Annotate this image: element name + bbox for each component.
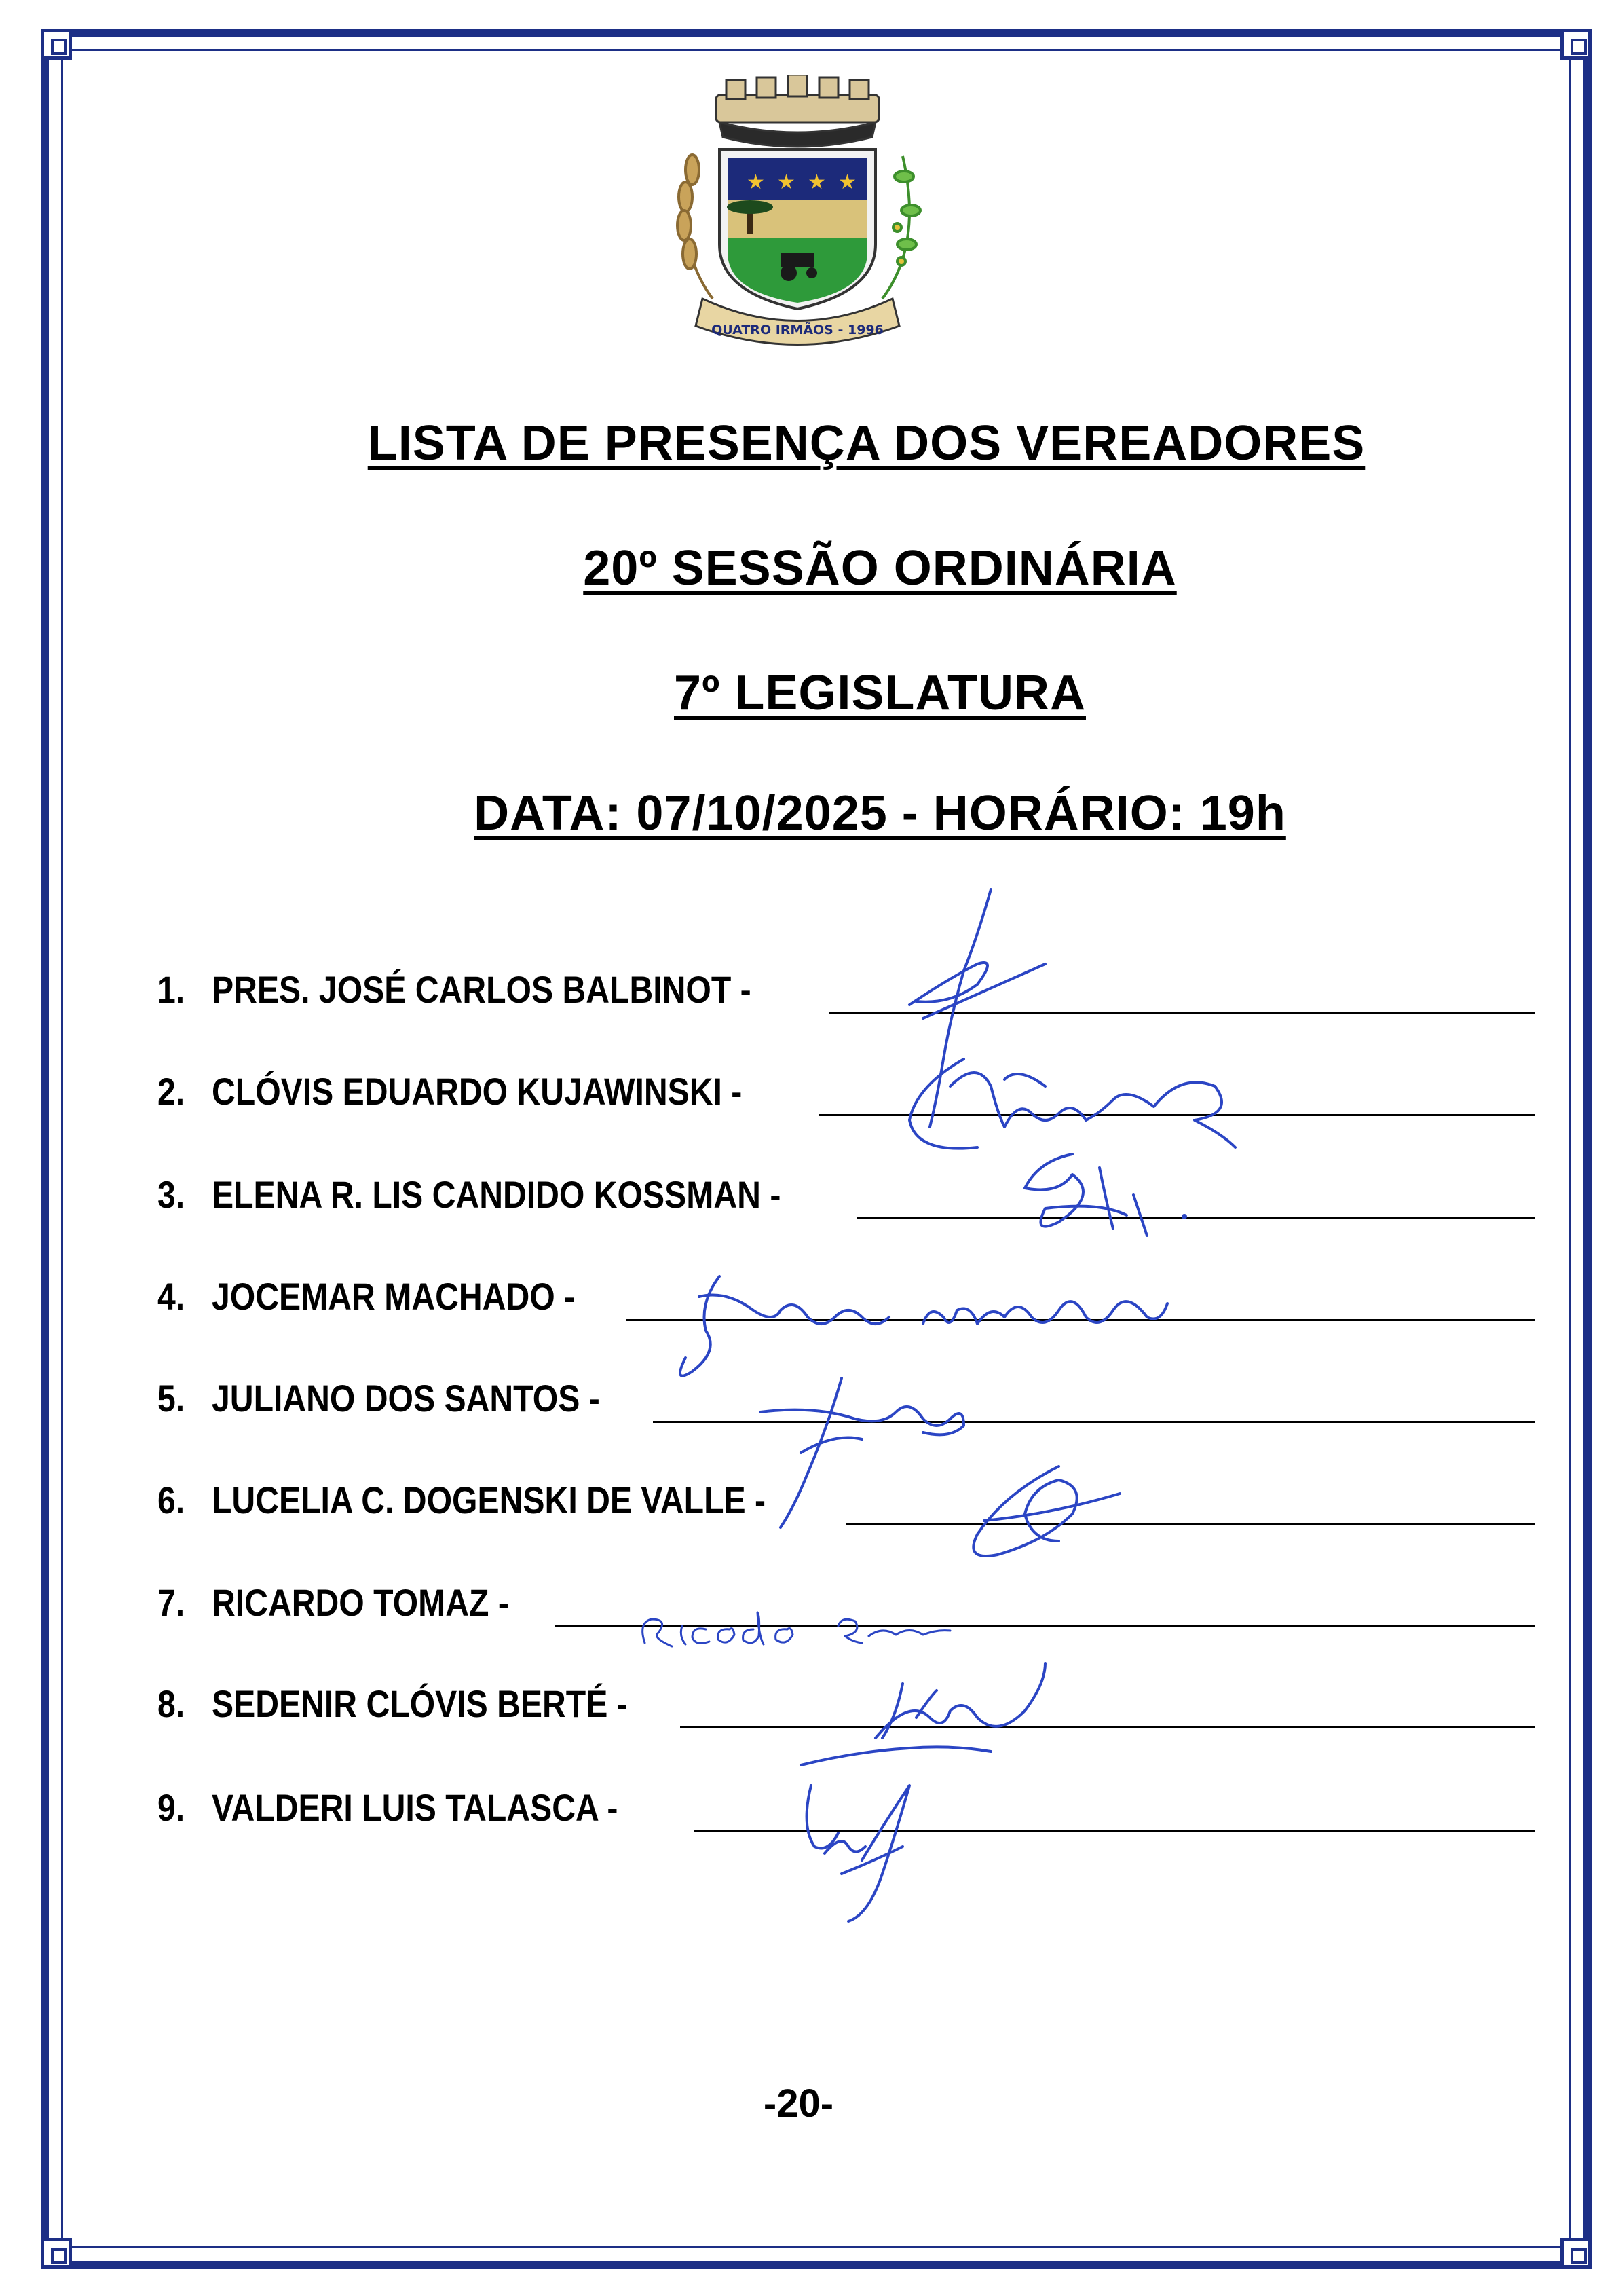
document-title: LISTA DE PRESENÇA DOS VEREADORES (367, 416, 1366, 470)
attendee-name: CLÓVIS EDUARDO KUJAWINSKI - (212, 1070, 743, 1113)
row-number: 6. (157, 1479, 185, 1521)
svg-text:★: ★ (808, 170, 826, 194)
corner-ornament-bottom-left (41, 2238, 72, 2269)
row-number: 8. (157, 1682, 185, 1725)
attendee-row (157, 1271, 1535, 1325)
row-number: 3. (157, 1173, 185, 1216)
attendee-name: ELENA R. LIS CANDIDO KOSSMAN - (212, 1173, 781, 1216)
corner-ornament-bottom-right (1560, 2238, 1592, 2269)
corner-ornament-top-left (41, 29, 72, 60)
soy-sprig (882, 156, 920, 299)
row-number: 1. (157, 968, 185, 1011)
svg-text:★: ★ (777, 170, 795, 194)
municipal-crest-icon (645, 75, 950, 360)
signature-line (819, 1114, 1535, 1116)
svg-text:★: ★ (747, 170, 765, 194)
date-time-heading: DATA: 07/10/2025 - HORÁRIO: 19h (474, 786, 1286, 840)
corner-ornament-top-right (1560, 29, 1592, 60)
row-number: 4. (157, 1275, 185, 1318)
signature-line (626, 1319, 1535, 1321)
attendee-row (157, 1373, 1535, 1427)
signature-line (857, 1217, 1535, 1219)
mural-crown (716, 75, 879, 147)
attendee-name: JULIANO DOS SANTOS - (212, 1377, 600, 1420)
row-number: 7. (157, 1581, 185, 1624)
attendee-row (157, 1782, 1535, 1836)
attendee-row (157, 1678, 1535, 1733)
svg-text:★: ★ (838, 170, 857, 194)
page-border-inner (61, 49, 1571, 2248)
legislature-heading: 7º LEGISLATURA (674, 666, 1086, 720)
signature-line (846, 1523, 1535, 1525)
attendee-name: PRES. JOSÉ CARLOS BALBINOT - (212, 968, 751, 1011)
attendee-row (157, 964, 1535, 1018)
attendee-row (157, 1475, 1535, 1529)
row-number: 5. (157, 1377, 185, 1420)
signature-line (680, 1726, 1535, 1728)
attendee-row (157, 1169, 1535, 1223)
attendee-name: SEDENIR CLÓVIS BERTÉ - (212, 1682, 628, 1725)
attendee-name: LUCELIA C. DOGENSKI DE VALLE - (212, 1479, 766, 1521)
signature-line (653, 1421, 1535, 1423)
page-number: -20- (763, 2081, 834, 2126)
signature-line (829, 1012, 1535, 1014)
signature-line (555, 1625, 1535, 1627)
attendee-row (157, 1577, 1535, 1631)
session-heading: 20º SESSÃO ORDINÁRIA (583, 541, 1177, 595)
attendee-row (157, 1066, 1535, 1120)
signature-line (694, 1830, 1535, 1832)
row-number: 9. (157, 1786, 185, 1829)
attendee-name: VALDERI LUIS TALASCA - (212, 1786, 618, 1829)
row-number: 2. (157, 1070, 185, 1113)
wheat-sprig (677, 155, 713, 299)
attendee-name: RICARDO TOMAZ - (212, 1581, 509, 1624)
attendee-name: JOCEMAR MACHADO - (212, 1275, 576, 1318)
crest-banner-text: QUATRO IRMÃOS - 1996 (711, 322, 884, 337)
